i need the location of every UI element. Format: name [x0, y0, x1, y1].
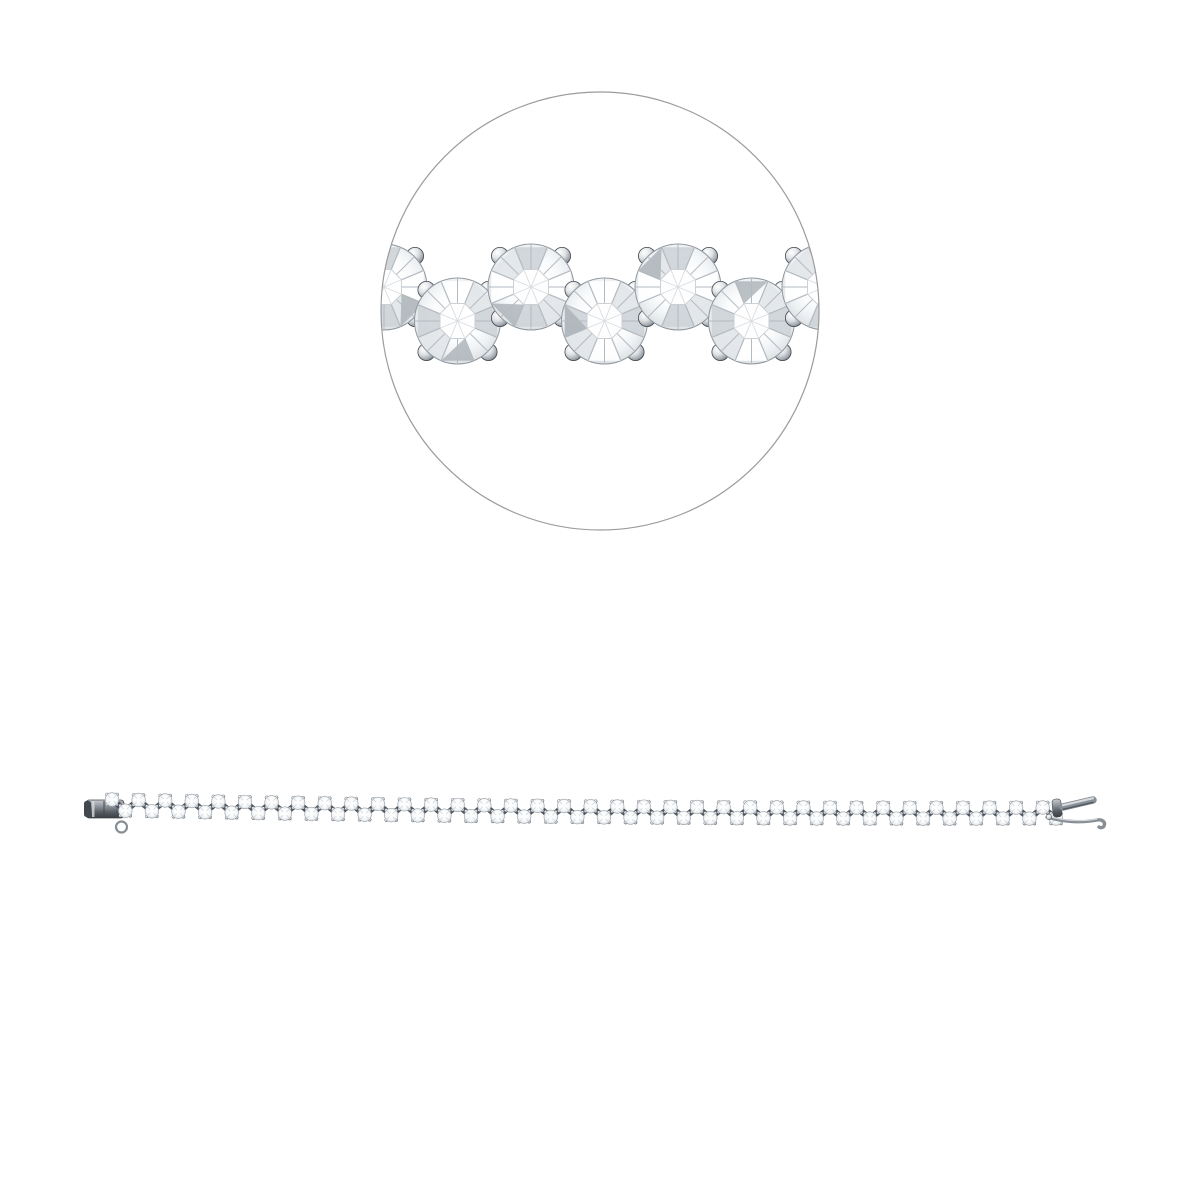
bracelet-diamond	[212, 795, 226, 809]
star-facet-line	[818, 270, 825, 287]
prong-bead	[344, 247, 361, 264]
sparkle-center	[243, 800, 248, 805]
facet-shade-dark	[832, 247, 864, 270]
bracelet-diamond	[265, 796, 279, 810]
sparkle-center	[123, 808, 128, 813]
bracelet-diamond	[823, 801, 837, 815]
sparkle-center	[336, 812, 341, 817]
bracelet-diamond	[438, 809, 452, 823]
star-facet-line	[825, 280, 842, 287]
bracelet-diamond	[969, 812, 983, 826]
sparkle-center	[575, 815, 580, 820]
sparkle-center	[894, 816, 899, 821]
facet-shade	[832, 294, 864, 326]
bracelet-diamond	[890, 812, 904, 826]
sparkle-center	[216, 799, 221, 804]
sparkle-center	[229, 810, 234, 815]
facet-line	[832, 247, 841, 269]
sparkle-center	[495, 814, 500, 819]
bracelet-diamond	[677, 811, 691, 825]
prong-bead	[344, 309, 361, 326]
facet-line	[368, 304, 377, 326]
bracelet-diamond	[876, 801, 890, 815]
sparkle-center	[668, 805, 673, 810]
sparkle-center	[774, 805, 779, 810]
star-facet-line	[825, 270, 832, 287]
sparkle-center	[163, 798, 168, 803]
sparkle-center	[402, 802, 407, 807]
sparkle-center	[814, 816, 819, 821]
bracelet-diamond	[172, 805, 186, 819]
sparkle-center	[708, 816, 713, 821]
sparkle-center	[588, 804, 593, 809]
bracelet-diamond	[863, 812, 877, 826]
bracelet-diamond	[477, 798, 491, 812]
bracelet-diamond	[491, 810, 505, 824]
sparkle-center	[801, 805, 806, 810]
facet-line	[354, 299, 372, 317]
facet-line	[837, 299, 855, 317]
bracelet-diamond	[584, 799, 598, 813]
bracelet-diamond	[637, 800, 651, 814]
bracelet-diamond	[650, 811, 664, 825]
sparkle-center	[455, 803, 460, 808]
bracelet-diamond	[251, 806, 265, 820]
bracelet-diamond	[504, 799, 518, 813]
bracelet-diamond	[704, 811, 718, 825]
sparkle-center	[868, 816, 873, 821]
bracelet-diamond	[797, 801, 811, 815]
sparkle-center	[828, 805, 833, 810]
sparkle-center	[748, 805, 753, 810]
clasp-ridge	[103, 801, 105, 817]
sparkle-center	[602, 815, 607, 820]
star-facet-line	[825, 287, 842, 294]
clasp-jump-ring	[116, 822, 127, 833]
bracelet-diamond	[384, 808, 398, 822]
prong-bead	[847, 247, 864, 264]
sparkle-center	[389, 813, 394, 818]
bracelet-diamond	[531, 799, 545, 813]
sparkle-center	[788, 816, 793, 821]
sparkle-center	[841, 816, 846, 821]
sparkle-center	[349, 801, 354, 806]
bracelet-diamond	[424, 798, 438, 812]
sparkle-center	[854, 805, 859, 810]
bracelet-diamond	[371, 797, 385, 811]
bracelet-diamond	[836, 812, 850, 826]
bracelet-diamond	[903, 801, 917, 815]
sparkle-center	[522, 814, 527, 819]
star-facet-line	[367, 280, 384, 287]
sparkle-center	[681, 816, 686, 821]
sparkle-center	[987, 805, 992, 810]
bracelet-diamond	[411, 809, 425, 823]
sparkle-center	[1014, 805, 1019, 810]
bracelet-diamond	[610, 800, 624, 814]
sparkle-center	[548, 815, 553, 820]
bracelet-diamond	[743, 800, 757, 814]
facet-shade	[344, 247, 376, 279]
bracelet-diamond	[145, 804, 159, 818]
facet-line	[344, 271, 366, 280]
sparkle-center	[309, 812, 314, 817]
sparkle-center	[907, 805, 912, 810]
sparkle-center	[961, 805, 966, 810]
facet-line	[842, 294, 864, 303]
sparkle-center	[921, 816, 926, 821]
clasp-end-cap	[84, 801, 91, 817]
sparkle-center	[1027, 816, 1032, 821]
bracelet-diamond	[624, 811, 638, 825]
bracelet-diamond	[517, 810, 531, 824]
facet-line	[344, 294, 366, 303]
bracelet-diamond	[783, 812, 797, 826]
sparkle-center	[110, 797, 115, 802]
bracelet-diamond	[757, 812, 771, 826]
bracelet-diamond	[1023, 812, 1037, 826]
bracelet-diamond	[930, 801, 944, 815]
bracelet-diamond	[730, 811, 744, 825]
clasp-pivot-bead	[1046, 814, 1052, 820]
sparkle-center	[362, 812, 367, 817]
sparkle-center	[655, 815, 660, 820]
magnified-detail-circle	[341, 244, 868, 364]
sparkle-center	[376, 802, 381, 807]
bracelet-diamond	[398, 797, 412, 811]
bracelet-diamond	[717, 800, 731, 814]
bracelet-diamond	[318, 796, 332, 810]
facet-shade	[842, 271, 864, 304]
bracelet-diamond	[305, 807, 319, 821]
bracelet-diamond	[118, 804, 132, 818]
sparkle-center	[256, 811, 261, 816]
bracelet-diamond	[291, 796, 305, 810]
sparkle-center	[296, 800, 301, 805]
bracelet	[84, 793, 1105, 833]
sparkle-center	[761, 816, 766, 821]
detail-diamond	[709, 278, 795, 364]
sparkle-center	[429, 802, 434, 807]
sparkle-center	[615, 804, 620, 809]
bracelet-diamond	[185, 794, 199, 808]
bracelet-diamond	[664, 800, 678, 814]
prong-bead	[847, 309, 864, 326]
sparkle-center	[469, 814, 474, 819]
sparkle-center	[628, 815, 633, 820]
bracelet-diamond	[943, 812, 957, 826]
bracelet-diamond	[544, 810, 558, 824]
bracelet-diamond	[1036, 801, 1050, 815]
sparkle-center	[695, 805, 700, 810]
facet-line	[832, 304, 841, 326]
bracelet-diamond	[132, 793, 146, 807]
sparkle-center	[176, 809, 181, 814]
sparkle-center	[442, 813, 447, 818]
bracelet-diamond	[225, 806, 239, 820]
bracelet-diamond	[810, 812, 824, 826]
sparkle-center	[150, 809, 155, 814]
sparkle-center	[509, 803, 514, 808]
sparkle-center	[136, 798, 141, 803]
facet-line	[368, 247, 377, 269]
bracelet-diamond	[850, 801, 864, 815]
bracelet-diamond	[983, 801, 997, 815]
sparkle-center	[189, 799, 194, 804]
detail-diamond	[562, 278, 648, 364]
detail-diamond	[782, 244, 868, 330]
sparkle-center	[1040, 805, 1045, 810]
sparkle-center	[562, 804, 567, 809]
bracelet-diamond	[956, 801, 970, 815]
star-facet-line	[825, 287, 832, 304]
detail-diamond	[488, 244, 574, 330]
sparkle-center	[974, 816, 979, 821]
sparkle-center	[269, 800, 274, 805]
sparkle-center	[1001, 816, 1006, 821]
bracelet-diamond	[464, 809, 478, 823]
bracelet-diamond	[451, 798, 465, 812]
bracelet-diamond	[358, 808, 372, 822]
sparkle-center	[535, 803, 540, 808]
bracelet-diamond	[278, 807, 292, 821]
bracelet-diamond	[105, 793, 119, 807]
facet-line	[837, 257, 855, 275]
sparkle-center	[482, 803, 487, 808]
bracelet-diamond	[331, 808, 345, 822]
bracelet-diamond	[158, 794, 172, 808]
detail-diamond	[635, 244, 721, 330]
bracelet-diamond	[198, 805, 212, 819]
sparkle-center	[283, 811, 288, 816]
sparkle-center	[415, 813, 420, 818]
facet-shade	[344, 271, 366, 304]
bracelet-diamond	[345, 797, 359, 811]
bracelet-diamond	[571, 810, 585, 824]
sparkle-center	[642, 804, 647, 809]
bracelet-diamond	[916, 812, 930, 826]
bracelet-diamond	[690, 800, 704, 814]
bracelet-diamond	[557, 799, 571, 813]
sparkle-center	[735, 816, 740, 821]
facet-line	[842, 271, 864, 280]
sparkle-center	[322, 801, 327, 806]
bracelet-diamond	[996, 812, 1010, 826]
bracelet-diamond	[597, 811, 611, 825]
sparkle-center	[721, 805, 726, 810]
clasp-highlight	[92, 801, 95, 817]
bracelet-diamond	[1009, 801, 1023, 815]
sparkle-center	[934, 805, 939, 810]
sparkle-center	[947, 816, 952, 821]
sparkle-center	[881, 805, 886, 810]
detail-diamond	[415, 278, 501, 364]
bracelet-diamond	[238, 795, 252, 809]
detail-diamond	[341, 244, 427, 330]
bracelet-diamond	[770, 801, 784, 815]
facet-line	[354, 257, 372, 275]
sparkle-center	[203, 810, 208, 815]
table-facet	[808, 270, 843, 305]
